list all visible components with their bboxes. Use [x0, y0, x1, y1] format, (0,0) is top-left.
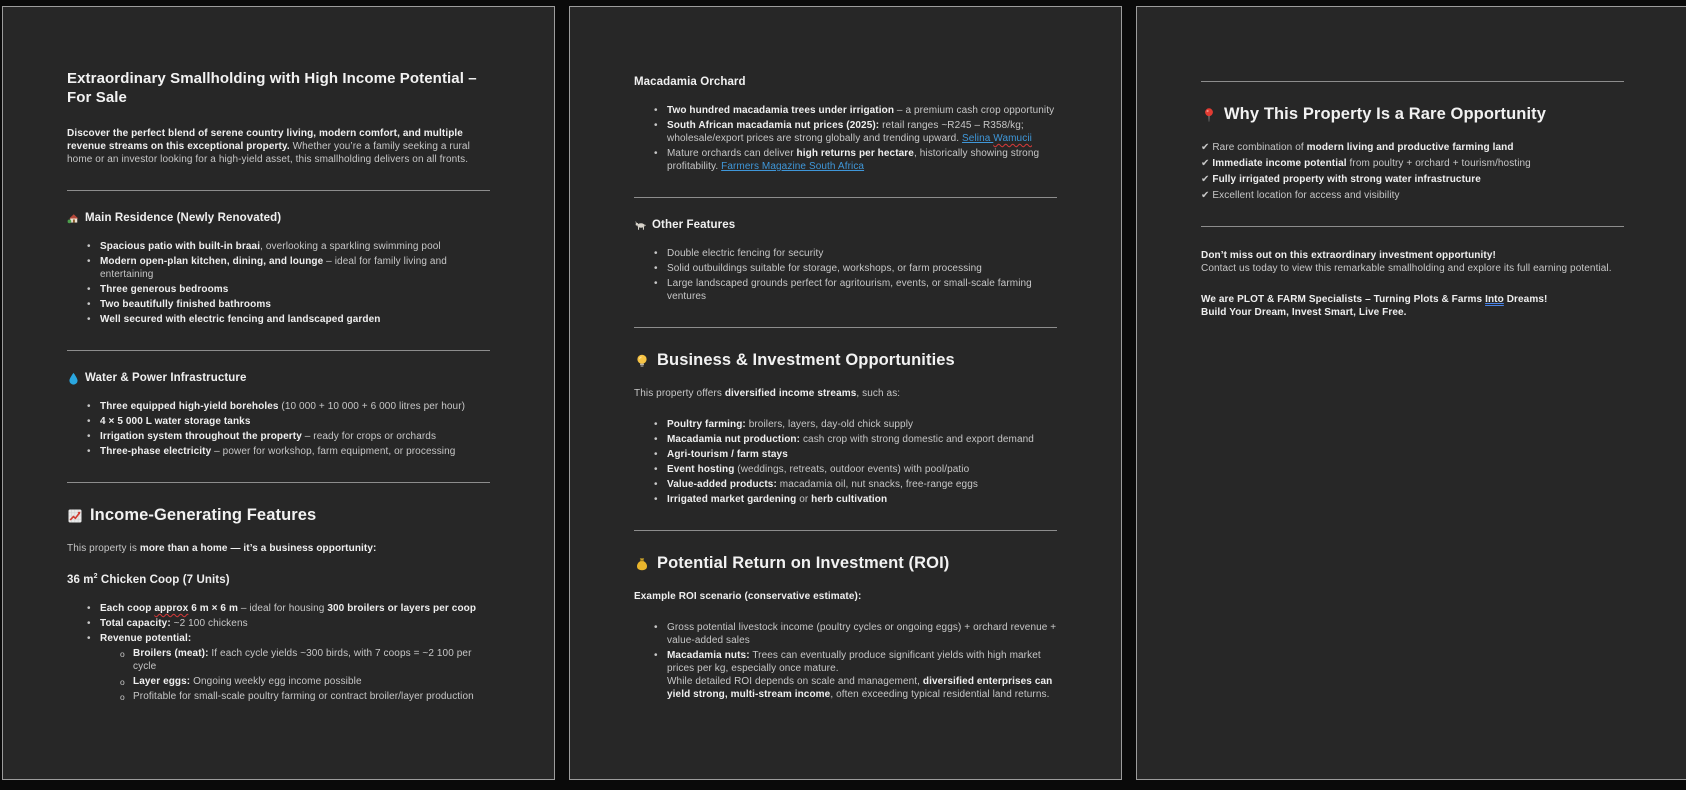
money-bag-icon: [634, 556, 650, 572]
list-item: • Macadamia nuts: Trees can eventually produce significant yields with high market prices per kg, especially once mature. While detailed ROI depends on scale and management, diversified enterprises can yield strong, multi-stream income, often exceeding typical residential land returns.: [667, 649, 1057, 701]
list-item: • Spacious patio with built-in braai, overlooking a sparkling swimming pool: [100, 240, 490, 253]
list-item: • Irrigation system throughout the property – ready for crops or orchards: [100, 430, 490, 443]
list-item: • Each coop approx 6 m × 6 m – ideal for housing 300 broilers or layers per coop: [100, 602, 490, 615]
divider: [634, 327, 1057, 328]
revenue-sub-list: [100, 647, 490, 703]
list-item: • Mature orchards can deliver high returns per hectare, historically showing strong profitability. Farmers Magazine South Africa: [667, 147, 1057, 173]
section-heading-main-residence: [67, 211, 490, 226]
list-item: • Two hundred macadamia trees under irrigation – a premium cash crop opportunity: [667, 104, 1057, 117]
hyperlink[interactable]: Wamucii: [993, 133, 1032, 144]
divider: [634, 197, 1057, 198]
light-bulb-icon: [634, 353, 650, 369]
list-item: • Well secured with electric fencing and landscaped garden: [100, 313, 490, 326]
list-item: • Three-phase electricity – power for workshop, farm equipment, or processing: [100, 445, 490, 458]
roi-list: [634, 621, 1057, 701]
sub-list-item: o Broilers (meat): If each cycle yields ~300 birds, with 7 coops = ~2 100 per cycle: [133, 647, 490, 673]
divider: [634, 530, 1057, 531]
section-heading-text: Other Features: [652, 219, 736, 231]
closing-paragraph: Don’t miss out on this extraordinary investment opportunity! Contact us today to view this remarkable smallholding and explore its full earning potential.: [1201, 250, 1612, 274]
check-line: ✔ Fully irrigated property with strong water infrastructure: [1201, 174, 1481, 185]
list-item: • South African macadamia nut prices (2025): retail ranges ~R245 – R358/kg; wholesale/export prices are strong globally and trending upward. Selina Wamucii: [667, 119, 1057, 145]
page-1: [2, 6, 555, 780]
list-item: • Large landscaped grounds perfect for agritourism, events, or small-scale farming ventures: [667, 277, 1057, 303]
section-heading-text: Main Residence (Newly Renovated): [85, 212, 282, 224]
business-intro: This property offers diversified income streams, such as:: [634, 388, 901, 399]
chicken-coop-list: [67, 602, 490, 703]
list-item: • Total capacity: ~2 100 chickens: [100, 617, 490, 630]
list-item: • Two beautifully finished bathrooms: [100, 298, 490, 311]
list-item: • Three equipped high-yield boreholes (10 000 + 10 000 + 6 000 litres per hour): [100, 400, 490, 413]
sub-list-item: o Layer eggs: Ongoing weekly egg income possible: [133, 675, 490, 688]
page-3: [1136, 6, 1686, 780]
hyperlink[interactable]: Selina: [962, 133, 994, 144]
business-list: [634, 418, 1057, 506]
list-item: • Macadamia nut production: cash crop with strong domestic and export demand: [667, 433, 1057, 446]
income-intro: This property is more than a home — it’s a business opportunity:: [67, 543, 377, 554]
section-heading-text: Why This Property Is a Rare Opportunity: [1224, 105, 1547, 123]
roi-intro: Example ROI scenario (conservative estimate):: [634, 591, 862, 602]
orchard-list: [634, 104, 1057, 173]
section-heading-income-features: [67, 505, 490, 526]
divider: [1201, 81, 1624, 82]
list-item: • Agri-tourism / farm stays: [667, 448, 1057, 461]
brand-paragraph: We are PLOT & FARM Specialists – Turning Plots & Farms Into Dreams! Build Your Dream, Invest Smart, Live Free.: [1201, 294, 1548, 318]
list-item: • Event hosting (weddings, retreats, outdoor events) with pool/patio: [667, 463, 1057, 476]
chart-increasing-icon: [67, 508, 83, 524]
section-heading-text: Water & Power Infrastructure: [85, 372, 247, 384]
list-item: • Three generous bedrooms: [100, 283, 490, 296]
check-line: ✔ Rare combination of modern living and productive farming land: [1201, 142, 1514, 153]
check-line: ✔ Excellent location for access and visibility: [1201, 190, 1400, 201]
droplet-icon: [67, 372, 80, 385]
list-item: • Poultry farming: broilers, layers, day-old chick supply: [667, 418, 1057, 431]
divider: [67, 190, 490, 191]
list-item: • Revenue potential: o Broilers (meat): If each cycle yields ~300 birds, with 7 coops = ~2 100 per cycle o Layer eggs: Ongoing weekly egg income possible o Profitable for small-scale poultry farming or contract broiler/layer production: [100, 632, 490, 703]
sub-list-item: o Profitable for small-scale poultry farming or contract broiler/layer production: [133, 690, 490, 703]
section-heading-rare-opportunity: [1201, 104, 1624, 125]
water-power-list: [67, 400, 490, 458]
divider: [1201, 226, 1624, 227]
section-heading-business-investment: [634, 350, 1057, 371]
check-line: ✔ Immediate income potential from poultry + orchard + tourism/hosting: [1201, 158, 1531, 169]
list-item: • Double electric fencing for security: [667, 247, 1057, 260]
section-heading-roi: [634, 553, 1057, 574]
section-heading-other-features: [634, 218, 1057, 233]
document-title: Extraordinary Smallholding with High Income Potential – For Sale: [67, 70, 477, 106]
section-heading-text: Potential Return on Investment (ROI): [657, 554, 950, 572]
goat-icon: [634, 219, 647, 232]
chicken-coop-heading: 36 $m^2$ Chicken Coop (7 Units): [67, 573, 230, 586]
section-heading-water-power: [67, 371, 490, 386]
hyperlink[interactable]: Farmers Magazine South Africa: [721, 161, 865, 172]
section-heading-text: Income-Generating Features: [90, 506, 317, 524]
page-2: [569, 6, 1122, 780]
section-heading-text: Business & Investment Opportunities: [657, 351, 955, 369]
list-item: • Irrigated market gardening or herb cultivation: [667, 493, 1057, 506]
intro-paragraph: Discover the perfect blend of serene country living, modern comfort, and multiple revenue streams on this exceptional property. Whether you’re a family seeking a rural home or an investor looking for a high-yield asset, this smallholding delivers on all fronts.: [67, 128, 470, 165]
macadamia-orchard-heading: Macadamia Orchard: [634, 76, 746, 88]
list-item: • Gross potential livestock income (poultry cycles or ongoing eggs) + orchard revenue + value-added sales: [667, 621, 1057, 647]
house-with-garden-icon: [67, 212, 80, 225]
list-item: • 4 × 5 000 L water storage tanks: [100, 415, 490, 428]
other-features-list: [634, 247, 1057, 303]
round-pushpin-icon: [1201, 107, 1217, 123]
list-item: • Modern open-plan kitchen, dining, and lounge – ideal for family living and entertaining: [100, 255, 490, 281]
residence-list: [67, 240, 490, 326]
divider: [67, 482, 490, 483]
list-item: • Solid outbuildings suitable for storage, workshops, or farm processing: [667, 262, 1057, 275]
divider: [67, 350, 490, 351]
list-item: • Value-added products: macadamia oil, nut snacks, free-range eggs: [667, 478, 1057, 491]
